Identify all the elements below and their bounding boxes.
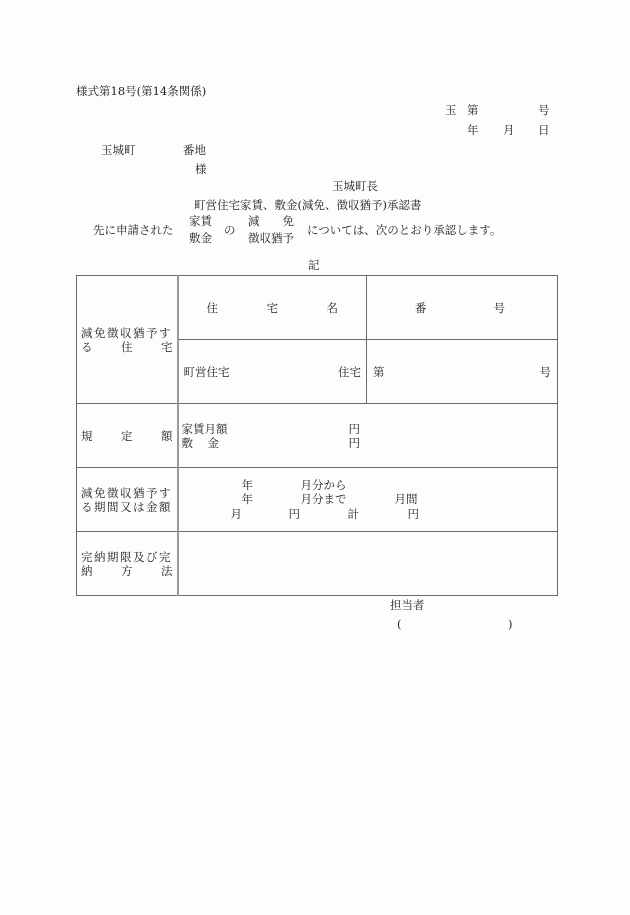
payment-deadline-field[interactable]	[178, 532, 558, 596]
from-year: 年	[241, 477, 253, 492]
number-prefix: 第	[373, 364, 385, 379]
paren-open: (	[397, 617, 402, 631]
rent-unit: 円	[348, 421, 360, 436]
to-month: 月分まで	[300, 491, 347, 506]
label-prescribed-amount	[77, 404, 178, 468]
yen-unit: 円	[288, 506, 300, 521]
intro-particle: の	[224, 223, 236, 237]
label-char: 納	[81, 563, 93, 578]
intro-choice-rent: 家賃	[189, 214, 212, 228]
address-banchi: 番地	[183, 143, 206, 157]
label-char: 額	[161, 428, 173, 443]
recipient-suffix: 様	[195, 162, 207, 176]
prescribed-amount-field[interactable]	[178, 404, 558, 468]
intro-choice-reduction: 減 免	[248, 214, 294, 228]
table-row-period-amount	[77, 468, 558, 532]
date-year: 年	[467, 123, 479, 137]
housing-suffix: 住宅	[338, 364, 361, 379]
form-number: 様式第18号(第14条関係)	[76, 84, 207, 98]
approval-table	[76, 275, 558, 596]
label-char: 宅	[161, 339, 173, 354]
housing-name-header	[178, 276, 367, 340]
months-label: 月間	[394, 491, 418, 506]
housing-prefix: 町営住宅	[183, 364, 230, 379]
label-line2	[77, 340, 177, 354]
number-suffix: 号	[539, 364, 551, 379]
header-char: 宅	[266, 300, 278, 315]
label-payment-deadline	[77, 532, 178, 596]
label-period-amount	[77, 468, 178, 532]
label-target-housing	[77, 276, 178, 404]
header-char: 住	[206, 300, 218, 315]
housing-name-field[interactable]	[178, 340, 367, 404]
from-month: 月分から	[300, 477, 347, 492]
period-amount-field[interactable]	[178, 468, 558, 532]
label-line1: 完納期限及び完	[81, 549, 172, 564]
housing-number-field[interactable]	[367, 340, 558, 404]
date-month: 月	[503, 123, 515, 137]
per-month: 月	[230, 506, 242, 521]
label-line1: 減免徴収猶予す	[81, 325, 172, 340]
label-char: 住	[121, 339, 133, 354]
document-title: 町営住宅家賃、敷金(減免、徴収猶予)承認書	[194, 198, 422, 212]
deposit-unit: 円	[348, 435, 360, 450]
header-char: 番	[415, 300, 427, 315]
number-header	[367, 276, 558, 340]
address-town: 玉城町	[101, 143, 136, 157]
table-row-prescribed-amount	[77, 404, 558, 468]
label-char: る	[81, 339, 93, 354]
total-label: 計	[347, 506, 359, 521]
ki-heading: 記	[308, 258, 320, 272]
label-line	[77, 429, 177, 443]
intro-suffix: については、次のとおり承認します。	[307, 223, 502, 237]
deposit-label-char: 敷	[181, 435, 193, 450]
intro-choice-deposit: 敷金	[189, 231, 212, 245]
doc-no-dai: 第	[467, 103, 479, 117]
paren-close: )	[508, 617, 513, 631]
intro-prefix: 先に申請された	[93, 223, 174, 237]
to-year: 年	[241, 491, 253, 506]
deposit-label-char: 金	[207, 435, 219, 450]
header-char: 号	[493, 300, 505, 315]
intro-choice-deferral: 徴収猶予	[248, 231, 294, 245]
label-line1: 減免徴収猶予す	[81, 485, 172, 500]
table-row-payment-deadline	[77, 532, 558, 596]
label-char: 規	[81, 428, 93, 443]
label-line2: る期間又は金額	[81, 499, 172, 514]
issuer: 玉城町長	[332, 179, 378, 193]
header-char: 名	[326, 300, 338, 315]
label-char: 定	[121, 428, 133, 443]
label-char: 方	[121, 563, 133, 578]
total-yen-unit: 円	[407, 506, 419, 521]
rent-label: 家賃月額	[181, 421, 228, 436]
person-in-charge-label: 担当者	[390, 598, 425, 612]
label-char: 法	[161, 563, 173, 578]
label-line2	[77, 564, 177, 578]
doc-no-prefix: 玉	[445, 103, 457, 117]
date-day: 日	[538, 123, 550, 137]
doc-no-go: 号	[538, 103, 550, 117]
table-row-housing-header	[77, 276, 558, 340]
